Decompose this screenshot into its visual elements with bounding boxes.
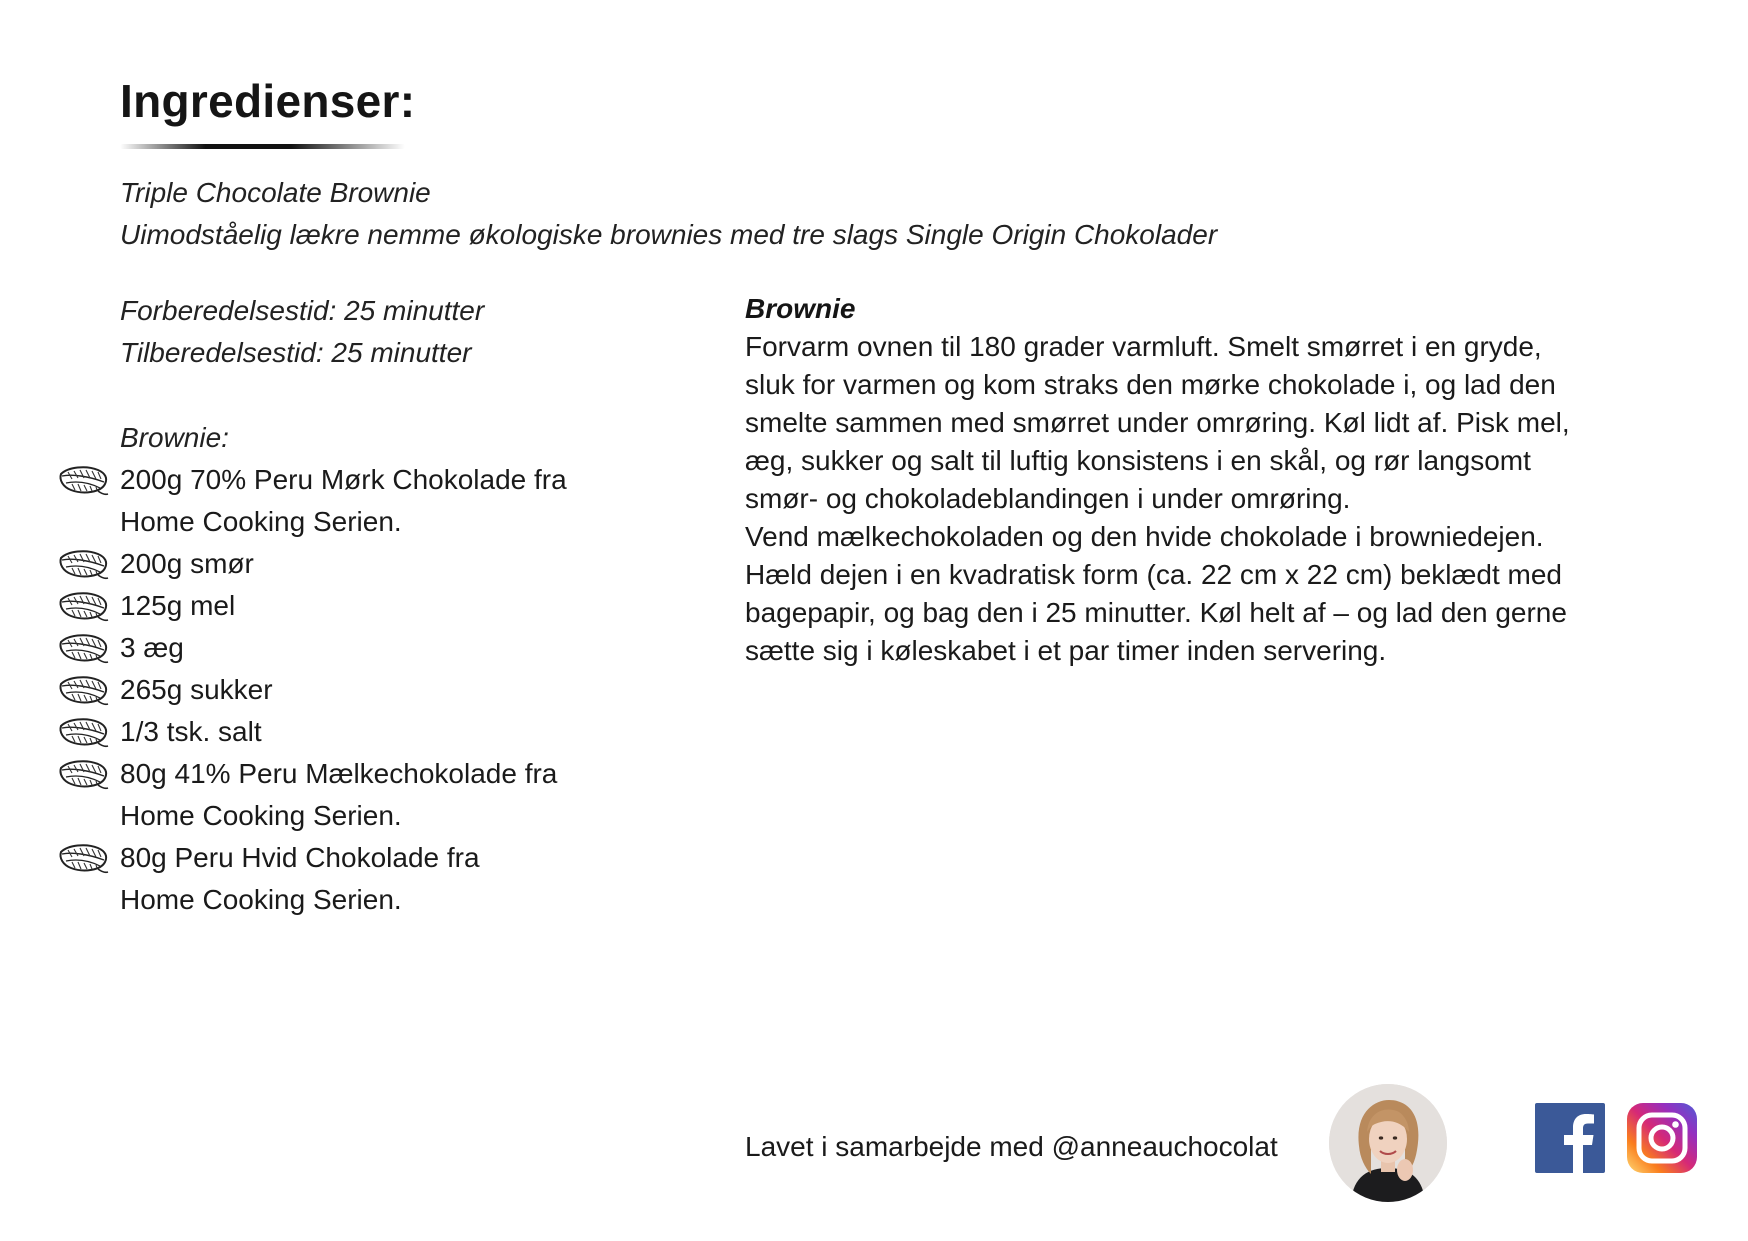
method-line: Hæld dejen i en kvadratisk form (ca. 22 cm x 22 cm) beklædt med	[745, 559, 1562, 590]
cocoa-bean-icon	[58, 715, 110, 749]
method-line: sætte sig i køleskabet i et par timer inden servering.	[745, 635, 1387, 666]
method-section	[745, 290, 1645, 670]
facebook-icon[interactable]	[1535, 1103, 1605, 1173]
method-line: æg, sukker og salt til luftig konsistens i en skål, og rør langsomt	[745, 445, 1531, 476]
ingredient-line: 1/3 tsk. salt	[120, 716, 262, 747]
method-title: Brownie	[745, 293, 856, 324]
cocoa-bean-icon	[58, 757, 110, 791]
ingredient-list	[58, 459, 638, 921]
ingredient-heading: Brownie:	[120, 422, 229, 453]
avatar-portrait	[1329, 1084, 1447, 1202]
instagram-icon[interactable]	[1627, 1103, 1697, 1173]
recipe-intro	[120, 172, 1217, 256]
recipe-name: Triple Chocolate Brownie	[120, 177, 431, 208]
ingredient-line-continued: Home Cooking Serien.	[120, 506, 402, 537]
recipe-times	[120, 290, 484, 374]
cocoa-bean-icon	[58, 463, 110, 497]
method-line: bagepapir, og bag den i 25 minutter. Køl helt af – og lad den gerne	[745, 597, 1567, 628]
ingredient-line: 80g Peru Hvid Chokolade fra	[120, 842, 480, 873]
method-text	[745, 328, 1645, 670]
cook-time: Tilberedelsestid: 25 minutter	[120, 337, 472, 368]
ingredient-line: 200g 70% Peru Mørk Chokolade fra	[120, 464, 567, 495]
ingredient-line: 3 æg	[120, 632, 184, 663]
ingredient-line-continued: Home Cooking Serien.	[120, 884, 402, 915]
ingredient-item	[58, 627, 638, 669]
recipe-tagline: Uimodståelig lækre nemme økologiske brownies med tre slags Single Origin Chokolader	[120, 219, 1218, 250]
ingredient-line: 265g sukker	[120, 674, 273, 705]
cocoa-bean-icon	[58, 841, 110, 875]
method-line: smelte sammen med smørret under omrøring. Køl lidt af. Pisk mel,	[745, 407, 1570, 438]
title-underline	[120, 144, 405, 149]
ingredient-item	[58, 669, 638, 711]
method-line: Forvarm ovnen til 180 grader varmluft. Smelt smørret i en gryde,	[745, 331, 1542, 362]
ingredient-item	[58, 711, 638, 753]
ingredient-line: 125g mel	[120, 590, 236, 621]
prep-time: Forberedelsestid: 25 minutter	[120, 295, 485, 326]
ingredient-line-continued: Home Cooking Serien.	[120, 800, 402, 831]
ingredient-line: 200g smør	[120, 548, 254, 579]
ingredient-item	[58, 543, 638, 585]
cocoa-bean-icon	[58, 631, 110, 665]
ingredient-line: 80g 41% Peru Mælkechokolade fra	[120, 758, 558, 789]
ingredient-section	[58, 417, 638, 921]
ingredient-item	[58, 459, 638, 543]
method-line: Vend mælkechokoladen og den hvide chokolade i browniedejen.	[745, 521, 1544, 552]
cocoa-bean-icon	[58, 673, 110, 707]
page-title: Ingredienser:	[120, 75, 416, 127]
method-line: sluk for varmen og kom straks den mørke chokolade i, og lad den	[745, 369, 1556, 400]
ingredient-item	[58, 585, 638, 627]
credit-text: Lavet i samarbejde med @anneauchocolat	[745, 1131, 1278, 1162]
ingredient-item	[58, 753, 638, 837]
method-line: smør- og chokoladeblandingen i under omrøring.	[745, 483, 1351, 514]
author-avatar	[1329, 1084, 1447, 1202]
cocoa-bean-icon	[58, 547, 110, 581]
cocoa-bean-icon	[58, 589, 110, 623]
ingredient-item	[58, 837, 638, 921]
